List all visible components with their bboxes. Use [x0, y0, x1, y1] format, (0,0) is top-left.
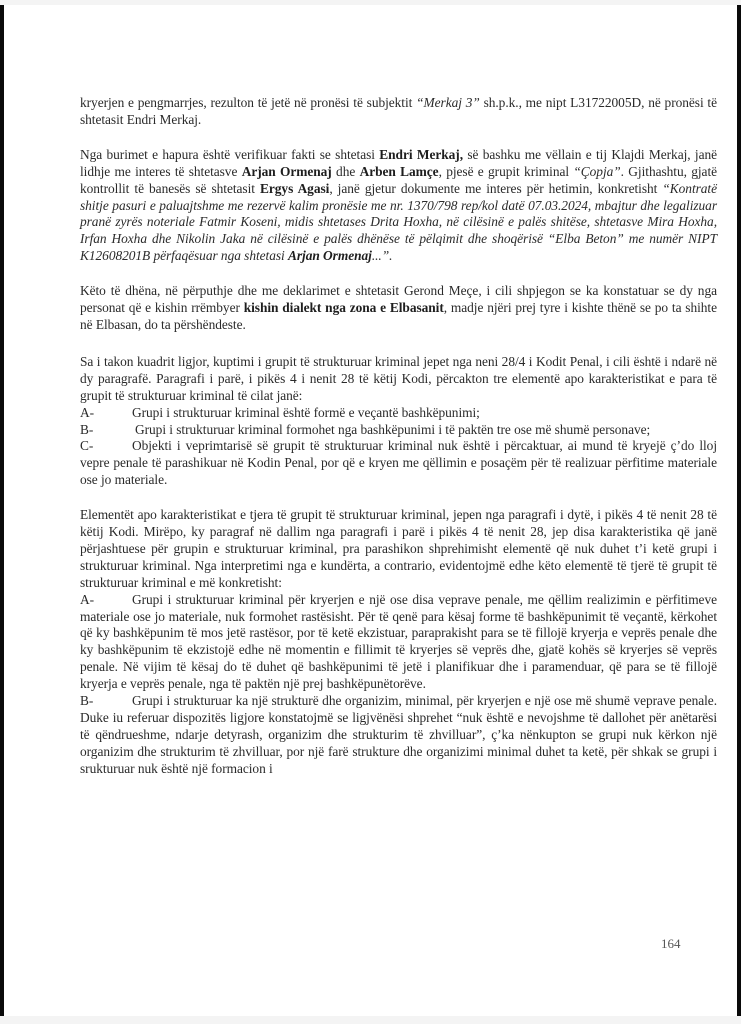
group-name: “Çopja” — [573, 163, 621, 179]
contract-quote: “Kontratë shitje pasuri e paluajtshme me rezervë kalim pronësie me nr. 1370/798 rep/kol datë 07.03.2024, mbajtur dhe legalizuar pranë zyrës noteriale Fatmir Koseni, midis shtetases Drita Hoxha, në cilësinë e palës shitëse, shtetasve Mira Hoxha, Irfan Hoxha dhe Nikolin Jaka në cilësinë e palës dhënëse të pëlqimit dhe shoqërisë “Elba Beton” me numër NIPT K12608201B përfaqësuar nga shtetasi — [80, 180, 717, 264]
list-item: A- Grupi i strukturuar kriminal është formë e veçantë bashkëpunimi; — [80, 404, 480, 420]
list-item: C- Objekti i veprimtarisë së grupit të strukturuar kriminal nuk është i përcaktuar, ai mund të kryejë ç’do lloj vepre penale të parashikuar në Kodin Penal, por që e kryen me qëllimin e posaçëm për të realizuar përfitime materiale ose jo materiale. — [80, 438, 717, 488]
list-label: C- — [80, 438, 94, 454]
scanned-page-frame — [0, 5, 741, 1016]
list-label: A- — [80, 404, 95, 420]
paragraph-open-sources: Nga burimet e hapura është verifikuar fakti se shtetasi Endri Merkaj, së bashku me vëllain e tij Klajdi Merkaj, janë lidhje me interes të shtetasve Arjan Ormenaj dhe Arben Lamçe, pjesë e grupit kriminal “Çopja”. Gjithashtu, gjatë kontrollit të banesës së shtetasit Ergys Agasi, janë gjetur dokumente me interes për hetimin, konkretisht “Kontratë shitje pasuri e paluajtshme me rezervë kalim pronësie me nr. 1370/798 rep/kol datë 07.03.2024, mbajtur dhe legalizuar pranë zyrës noteriale Fatmir Koseni, midis shtetases Drita Hoxha, në cilësinë e palës shitëse, shtetasve Mira Hoxha, Irfan Hoxha dhe Nikolin Jaka në cilësinë e palës dhënëse të pëlqimit dhe shoqërisë “Elba Beton” me numër NIPT K12608201B përfaqësuar nga shtetasi Arjan Ormenaj...”. — [80, 146, 718, 264]
person-name: Arjan Ormenaj — [288, 248, 372, 264]
legal-framework-intro: Sa i takon kuadrit ligjor, kuptimi i grupit të strukturuar kriminal jepet nga neni 28/4 i Kodit Penal, i cili është i ndarë në dy paragrafë. Paragrafi i parë, i pikës 4 i nenit 28 të këtij Kodi, përcakton tre elementë apo karakteristikat e para të grupit të strukturuar kriminal të cilat janë: — [80, 353, 717, 403]
other-elements-intro: Elementët apo karakteristikat e tjera të grupit të strukturuar kriminal, jepen nga paragrafi i dytë, i pikës 4 të nenit 28 të këtij Kodi. Mirëpo, ky paragraf në dallim nga paragrafi i parë i pikës 4 të nenit 28, jep disa karakteristika që janë përjashtuese për grupin e strukturuar kriminal, pra parashikon shprehimisht elementë që nuk duhet t’i ketë grupi i strukturuar kriminal. Nga interpretimi nga e kundërta, a contrario, evidentojmë edhe këto elementë të tjerë të grupit të strukturuar kriminal e më konkretisht: — [80, 507, 717, 590]
person-name: Arben Lamçe — [359, 163, 439, 179]
list-label: A- — [80, 591, 95, 607]
company-name: “Merkaj 3” — [416, 95, 480, 110]
list-label: B- — [80, 693, 94, 709]
list-item: B- Grupi i strukturuar kriminal formohet nga bashkëpunimi i të paktën tre ose më shumë personave; — [80, 421, 651, 437]
paragraph-legal-framework — [80, 354, 717, 489]
list-item: B- Grupi i strukturuar ka një strukturë dhe organizim, minimal, për kryerjen e një ose më shumë veprave penale. Duke iu referuar dispozitës ligjore konstatojmë se ligjvënësi shprehet “nuk është e nevojshme të dallohet për anëtarësi të qëndrueshme, ndarje detyrash, organizim dhe strukturim të zhvilluar”, ç’ka nënkupton se grupi nuk kërkon një organizim dhe strukturim të zhvilluar, por një farë strukture dhe organizimi minimal duhet ta ketë, për shkak se grupi i srukturuar nuk është një formacion i — [80, 693, 717, 776]
page-number: 164 — [661, 936, 681, 951]
paragraph-other-elements — [80, 507, 717, 778]
paragraph-declarations: Këto të dhëna, në përputhje dhe me deklarimet e shtetasit Gerond Meçe, i cili shpjegon se ka konstatuar se dy nga personat që e kishin rrëmbyer kishin dialekt nga zona e Elbasanit, madje njëri prej tyre i kishte thënë se po ta shihte në Elbasan, do ta përshëndeste. — [80, 283, 717, 332]
person-name: Ergys Agasi — [260, 180, 330, 196]
person-name: Endri Merkaj, — [379, 146, 463, 162]
paragraph-ownership: kryerjen e pengmarrjes, rezulton të jetë në pronësi të subjektit “Merkaj 3” sh.p.k., me nipt L31722005D, në pronësi të shtetasit Endri Merkaj. — [80, 95, 717, 127]
document-body — [80, 95, 717, 796]
list-item: A- Grupi i strukturuar kriminal për kryerjen e një ose disa veprave penale, me qëllim realizimin e përfitimeve materiale ose jo materiale, nuk formohet rastësisht. Për të qenë para kësaj forme të bashkëpunimit të veçantë, kërkohet që ky bashkëpunim të mos jetë rastësor, por të ketë ekzistuar, paraprakisht para se të fillojë kryerja e veprës penale dhe ky bashkëpunim të ekzistojë edhe në momentin e fillimit të kryerjes së veprës dhe, gjatë kohës së kryerjes së veprës penale. Në vijim të kësaj do të duhet që bashkëpunimi të jetë i planifikuar dhe i paramenduar, që para se të fillojë kryerja e veprës penale, nga të paktën një prej bashkëpunëtorëve. — [80, 591, 717, 692]
list-label: B- — [80, 421, 94, 437]
dialect-note: kishin dialekt nga zona e Elbasanit — [243, 300, 444, 316]
person-name: Arjan Ormenaj — [241, 163, 332, 179]
